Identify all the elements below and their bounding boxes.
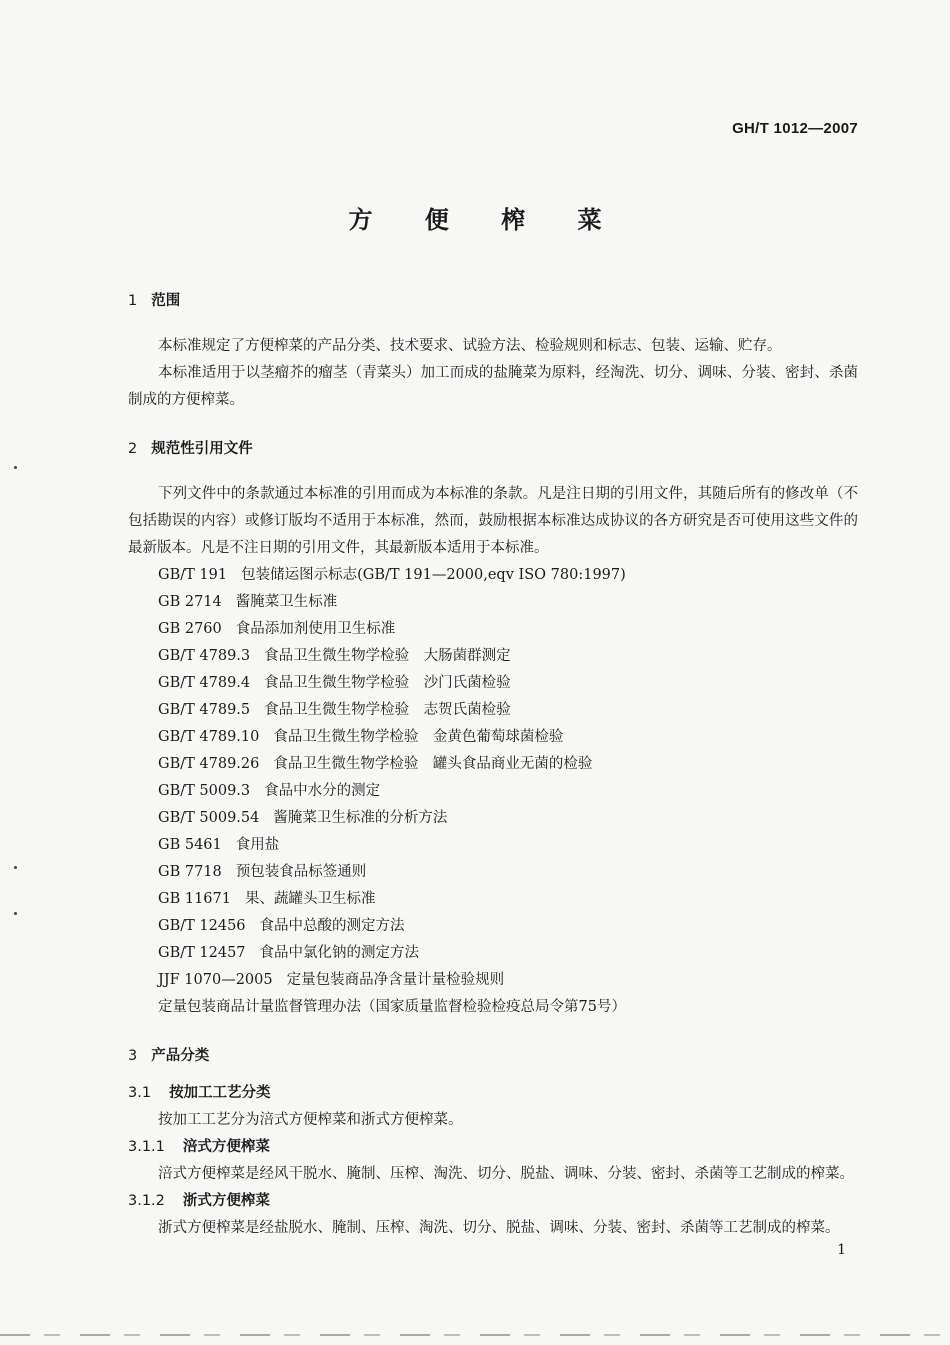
reference-item: GB 5461 食用盐 — [158, 837, 280, 853]
reference-item: GB/T 4789.3 食品卫生微生物学检验 大肠菌群测定 — [158, 648, 511, 664]
document-title: 方 便 榨 菜 — [348, 206, 624, 234]
reference-item: 定量包装商品计量监督管理办法（国家质量监督检验检疫总局令第75号） — [158, 999, 626, 1015]
reference-item: GB/T 12457 食品中氯化钠的测定方法 — [158, 945, 420, 961]
section-2-heading: 2 规范性引用文件 — [128, 441, 253, 457]
section-1-heading: 1 范围 — [128, 293, 181, 309]
reference-item: GB/T 4789.26 食品卫生微生物学检验 罐头食品商业无菌的检验 — [158, 756, 593, 772]
document-body — [128, 288, 858, 1242]
scan-speck — [14, 466, 17, 469]
reference-item: JJF 1070—2005 定量包装商品净含量计量检验规则 — [158, 972, 505, 988]
page-number: 1 — [837, 1242, 846, 1258]
section-2-paragraph: 下列文件中的条款通过本标准的引用而成为本标准的条款。凡是注日期的引用文件，其随后所有的修改单（不包括勘误的内容）或修订版均不适用于本标准，然而，鼓励根据本标准达成协议的各方研究是否可使用这些文件的最新版本。凡是不注日期的引用文件，其最新版本适用于本标准。 — [128, 486, 858, 556]
section-3-1-1-heading: 3.1.1 涪式方便榨菜 — [128, 1139, 270, 1155]
reference-item: GB/T 191 包装储运图示标志(GB/T 191—2000,eqv ISO 780:1997) — [158, 567, 626, 583]
reference-item: GB/T 4789.4 食品卫生微生物学检验 沙门氏菌检验 — [158, 675, 511, 691]
section-3-1-heading: 3.1 按加工工艺分类 — [128, 1085, 271, 1101]
reference-item: GB/T 5009.3 食品中水分的测定 — [158, 783, 381, 799]
reference-item: GB 2760 食品添加剂使用卫生标准 — [158, 621, 396, 637]
scan-speck — [14, 866, 17, 869]
section-3-heading: 3 产品分类 — [128, 1048, 210, 1064]
reference-item: GB 7718 预包装食品标签通则 — [158, 864, 367, 880]
reference-item: GB/T 12456 食品中总酸的测定方法 — [158, 918, 405, 934]
section-3-1-2-heading: 3.1.2 浙式方便榨菜 — [128, 1193, 270, 1209]
reference-item: GB/T 5009.54 酱腌菜卫生标准的分析方法 — [158, 810, 448, 826]
section-1-paragraph-1: 本标准规定了方便榨菜的产品分类、技术要求、试验方法、检验规则和标志、包装、运输、贮存。 — [158, 338, 782, 354]
standard-code: GH/T 1012—2007 — [732, 120, 858, 137]
reference-item: GB/T 4789.5 食品卫生微生物学检验 志贺氏菌检验 — [158, 702, 511, 718]
reference-item: GB 2714 酱腌菜卫生标准 — [158, 594, 338, 610]
section-3-1-1-paragraph: 涪式方便榨菜是经风干脱水、腌制、压榨、淘洗、切分、脱盐、调味、分装、密封、杀菌等工艺制成的榨菜。 — [158, 1166, 854, 1182]
section-3-1-paragraph: 按加工工艺分为涪式方便榨菜和浙式方便榨菜。 — [158, 1112, 463, 1128]
scan-artifact-line — [0, 1334, 950, 1336]
reference-list — [128, 562, 858, 1021]
section-3-1-2-paragraph: 浙式方便榨菜是经盐脱水、腌制、压榨、淘洗、切分、脱盐、调味、分装、密封、杀菌等工艺制成的榨菜。 — [158, 1220, 840, 1236]
reference-item: GB 11671 果、蔬罐头卫生标准 — [158, 891, 376, 907]
scan-speck — [14, 912, 17, 915]
reference-item: GB/T 4789.10 食品卫生微生物学检验 金黄色葡萄球菌检验 — [158, 729, 564, 745]
section-1-paragraph-2: 本标准适用于以茎瘤芥的瘤茎（青菜头）加工而成的盐腌菜为原料，经淘洗、切分、调味、分装、密封、杀菌制成的方便榨菜。 — [128, 365, 858, 408]
